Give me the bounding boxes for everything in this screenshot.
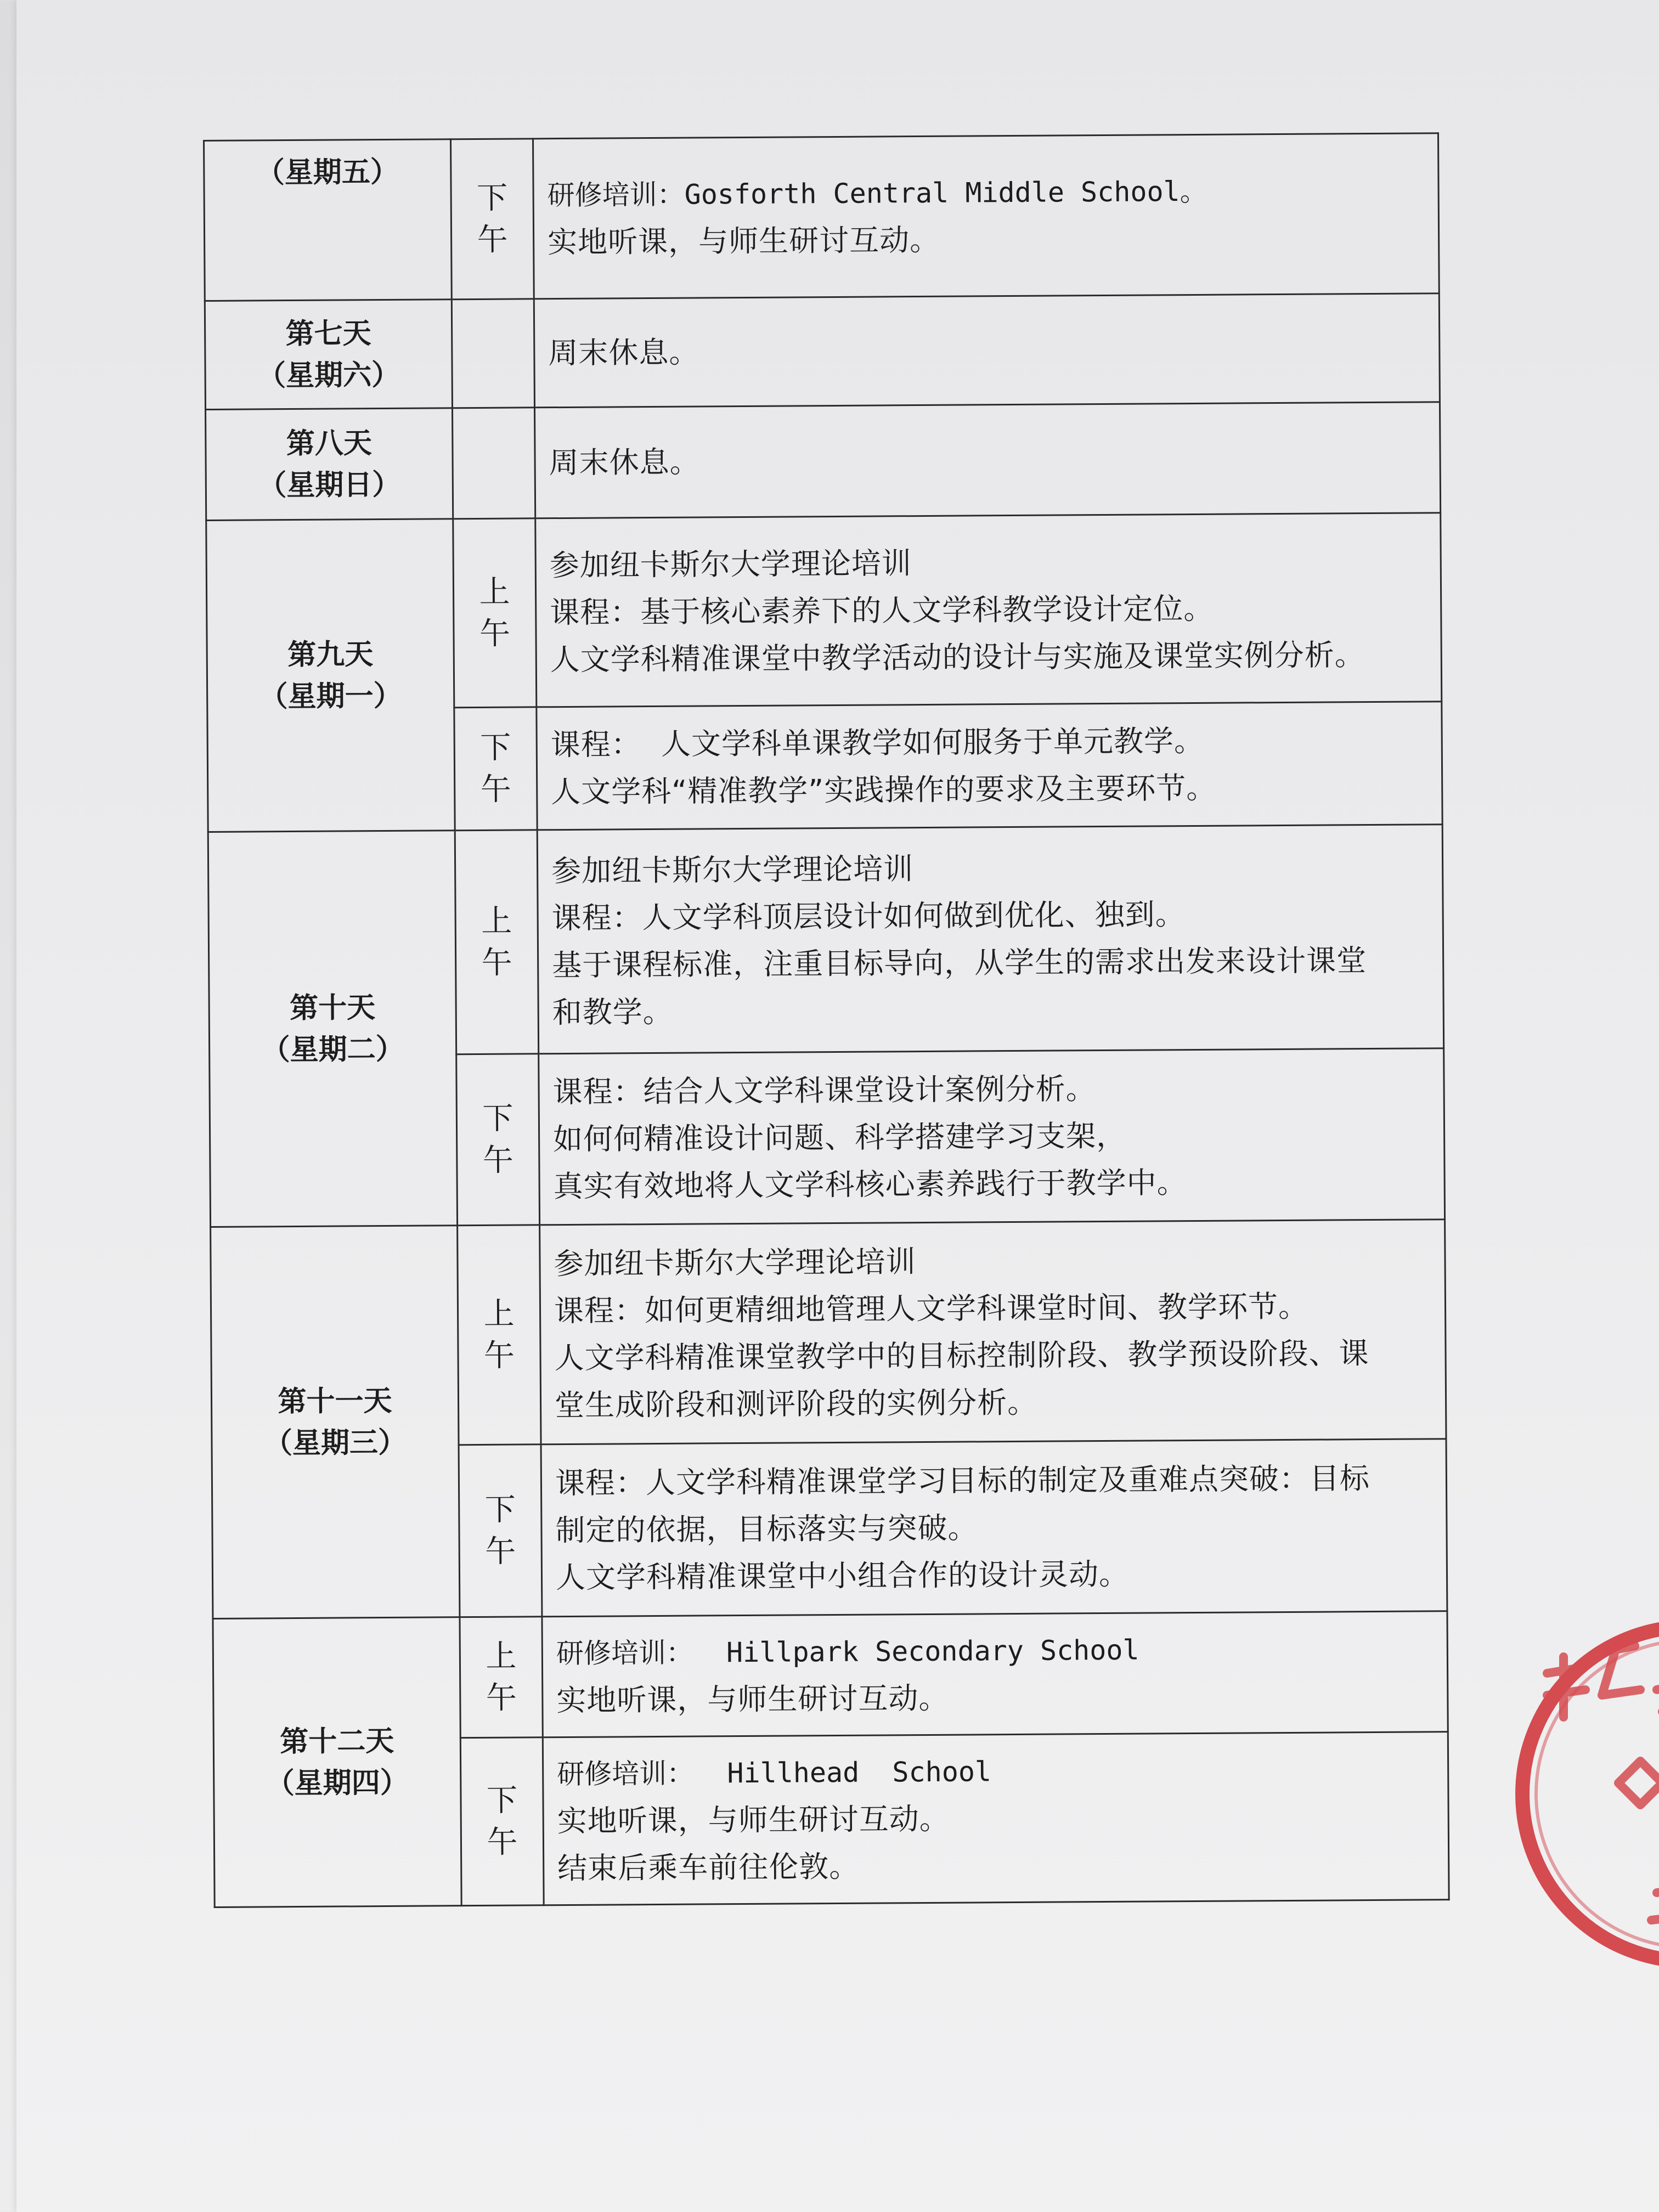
weekday-label: （星期一） — [259, 679, 402, 713]
day-label: 第十一天 — [278, 1384, 392, 1418]
weekday-label: （星期四） — [266, 1766, 409, 1800]
day-cell — [206, 408, 453, 521]
company-seal-stamp — [1509, 1607, 1659, 1980]
session-content — [533, 133, 1439, 299]
day-label: 第十天 — [289, 991, 376, 1025]
session-content — [543, 1732, 1449, 1905]
content-line: 实地听课，与师生研讨互动。 — [557, 1801, 950, 1838]
schedule-row — [206, 402, 1441, 521]
content-line: 研修培训： Hillhead School — [557, 1755, 992, 1790]
session-label-cell — [459, 1444, 542, 1617]
session-label-cell — [456, 1054, 540, 1226]
content-line: 真实有效地将人文学科核心素养践行于教学中。 — [553, 1165, 1187, 1204]
weekday-label: （星期五） — [256, 155, 399, 190]
content-line: 周末休息。 — [549, 444, 700, 480]
content-line: 实地听课，与师生研讨互动。 — [556, 1680, 949, 1718]
session-content — [534, 402, 1440, 518]
content-line: 研修培训： Hillpark Secondary School — [556, 1634, 1139, 1669]
content-line: 实地听课，与师生研讨互动。 — [547, 222, 940, 259]
day-label: 第九天 — [287, 637, 374, 672]
session-label-cell — [455, 830, 538, 1054]
content-line: 人文学科“精准教学”实践操作的要求及主要环节。 — [551, 770, 1217, 809]
paper-sheet — [16, 0, 1659, 2212]
content-line: 课程： 人文学科单课教学如何服务于单元教学。 — [550, 723, 1205, 762]
schedule-row — [213, 1611, 1448, 1740]
session-content — [539, 1048, 1445, 1225]
session-label: 下 — [476, 180, 508, 216]
content-line: 基于课程标准，注重目标导向，从学生的需求出发来设计课堂 — [552, 943, 1367, 983]
day-cell — [211, 1226, 460, 1619]
session-label: 午 — [487, 1824, 518, 1860]
session-label: 上 — [486, 1638, 517, 1674]
content-line: 人文学科精准课堂中小组合作的设计灵动。 — [555, 1556, 1130, 1595]
session-content — [537, 825, 1443, 1054]
content-line: 课程：人文学科顶层设计如何做到优化、独到。 — [551, 896, 1186, 935]
session-label-cell — [451, 139, 534, 300]
session-label: 午 — [477, 222, 508, 258]
schedule-row — [205, 294, 1440, 410]
content-line: 如何何精准设计问题、科学搭建学习支架， — [552, 1118, 1127, 1156]
session-label: 午 — [482, 1142, 514, 1178]
session-content — [541, 1439, 1447, 1617]
weekday-label: （星期六） — [257, 358, 400, 392]
weekday-label: （星期二） — [261, 1032, 404, 1066]
day-cell — [204, 139, 452, 301]
content-line: 人文学科精准课堂中教学活动的设计与实施及课堂实例分析。 — [550, 637, 1365, 677]
session-content — [534, 294, 1440, 408]
session-label: 下 — [480, 730, 511, 766]
content-line: 课程：人文学科精准课堂学习目标的制定及重难点突破：目标 — [555, 1460, 1370, 1500]
schedule-row — [211, 1220, 1446, 1447]
session-label: 午 — [480, 771, 511, 808]
session-label: 午 — [481, 945, 512, 981]
session-label-cell — [452, 299, 534, 408]
session-label: 午 — [483, 1338, 515, 1374]
content-line: 周末休息。 — [548, 334, 699, 370]
content-line: 和教学。 — [552, 994, 673, 1030]
session-label: 下 — [486, 1782, 518, 1819]
weekday-label: （星期日） — [258, 468, 401, 502]
day-label: 第八天 — [286, 426, 373, 460]
session-label: 上 — [479, 574, 510, 610]
session-content — [537, 702, 1442, 830]
session-label: 下 — [482, 1101, 514, 1137]
day-cell — [208, 831, 457, 1227]
schedule-row — [208, 825, 1443, 1056]
schedule-row — [204, 133, 1440, 301]
session-label: 午 — [486, 1680, 517, 1716]
session-content — [542, 1611, 1448, 1737]
session-label-cell — [453, 518, 537, 708]
schedule-table — [203, 132, 1450, 1908]
session-label: 下 — [484, 1492, 516, 1528]
session-label-cell — [460, 1737, 544, 1906]
session-label: 午 — [485, 1533, 516, 1570]
session-label-cell — [460, 1617, 543, 1738]
weekday-label: （星期三） — [263, 1426, 407, 1460]
content-line: 制定的依据，目标落实与突破。 — [555, 1510, 978, 1548]
content-line: 人文学科精准课堂教学中的目标控制阶段、教学预设阶段、课 — [554, 1335, 1369, 1375]
content-line: 课程：基于核心素养下的人文学科教学设计定位。 — [550, 591, 1214, 630]
session-label: 上 — [481, 903, 512, 939]
content-line: 课程：如何更精细地管理人文学科课堂时间、教学环节。 — [554, 1289, 1309, 1328]
session-content — [535, 513, 1442, 707]
day-label: 第十二天 — [280, 1724, 394, 1758]
content-line: 参加纽卡斯尔大学理论培训 — [549, 545, 912, 583]
session-label-cell — [452, 408, 535, 519]
content-line: 参加纽卡斯尔大学理论培训 — [554, 1244, 916, 1281]
content-line: 堂生成阶段和测评阶段的实例分析。 — [554, 1385, 1038, 1423]
session-label: 午 — [479, 616, 511, 652]
day-cell — [205, 300, 452, 410]
content-line: 结束后乘车前往伦敦。 — [557, 1849, 860, 1886]
day-label: 第七天 — [285, 317, 371, 351]
day-cell — [213, 1617, 461, 1908]
session-content — [540, 1220, 1446, 1444]
session-label-cell — [458, 1225, 541, 1445]
day-cell — [206, 519, 455, 832]
content-line: 课程：结合人文学科课堂设计案例分析。 — [552, 1071, 1096, 1109]
content-line: 研修培训：Gosforth Central Middle School。 — [547, 175, 1207, 211]
schedule-row — [206, 513, 1442, 709]
content-line: 参加纽卡斯尔大学理论培训 — [551, 851, 914, 888]
session-label: 上 — [483, 1296, 515, 1332]
session-label-cell — [454, 707, 537, 831]
